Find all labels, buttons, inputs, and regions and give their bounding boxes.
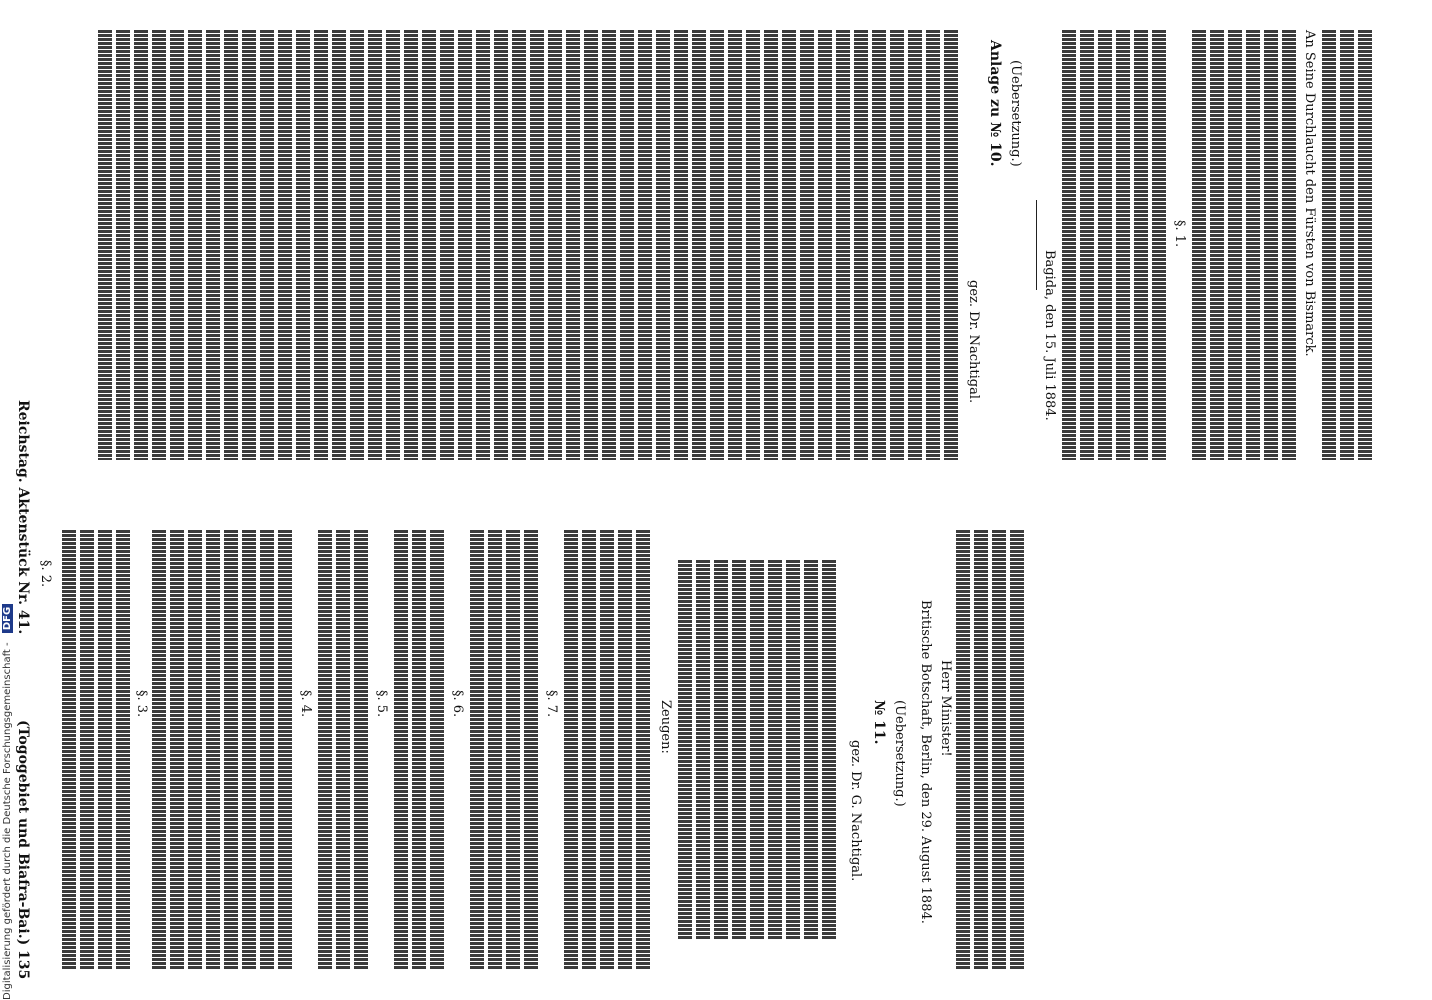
text-line xyxy=(890,30,904,460)
dfg-logo: DFG xyxy=(2,604,13,633)
text-line xyxy=(620,30,634,460)
signer-right: gez. Dr. Nachtigal. xyxy=(966,280,981,404)
para-3-heading: §. 3. xyxy=(134,690,149,718)
para-6-heading: §. 6. xyxy=(450,690,465,718)
text-line xyxy=(188,30,202,460)
text-line xyxy=(1340,30,1354,460)
text-line xyxy=(822,560,836,940)
text-line xyxy=(242,530,256,970)
text-line xyxy=(764,30,778,460)
text-line xyxy=(170,530,184,970)
text-line xyxy=(1010,530,1024,970)
text-line xyxy=(314,30,328,460)
text-line xyxy=(836,30,850,460)
text-line xyxy=(656,30,670,460)
text-line xyxy=(1322,30,1336,460)
text-line xyxy=(600,530,614,970)
text-line xyxy=(458,30,472,460)
text-line xyxy=(1246,30,1260,460)
text-line xyxy=(512,30,526,460)
place-date: Bagida, den 15. Juli 1884. xyxy=(1042,250,1057,421)
para-1-heading: §. 1. xyxy=(1172,220,1187,248)
text-line xyxy=(566,30,580,460)
text-line xyxy=(782,30,796,460)
text-line xyxy=(1210,30,1224,460)
text-line xyxy=(1358,30,1372,460)
text-line xyxy=(818,30,832,460)
text-line xyxy=(564,530,578,970)
text-line xyxy=(152,530,166,970)
text-line xyxy=(206,530,220,970)
text-line xyxy=(786,560,800,940)
text-line xyxy=(260,30,274,460)
para-5-heading: §. 5. xyxy=(374,690,389,718)
text-line xyxy=(524,530,538,970)
text-line xyxy=(224,30,238,460)
text-line xyxy=(354,530,368,970)
text-line xyxy=(80,530,94,970)
text-line xyxy=(116,530,130,970)
text-line xyxy=(800,30,814,460)
text-line xyxy=(350,30,364,460)
anlage-heading: Anlage zu № 10. xyxy=(987,40,1003,167)
text-line xyxy=(152,30,166,460)
text-line xyxy=(584,30,598,460)
text-line xyxy=(696,560,710,940)
text-line xyxy=(98,30,112,460)
text-line xyxy=(188,530,202,970)
text-line xyxy=(1228,30,1242,460)
text-line xyxy=(440,30,454,460)
text-line xyxy=(582,530,596,970)
text-line xyxy=(422,30,436,460)
text-line xyxy=(386,30,400,460)
text-line xyxy=(1264,30,1278,460)
text-line xyxy=(714,560,728,940)
text-line xyxy=(674,30,688,460)
text-line xyxy=(206,30,220,460)
text-line xyxy=(1098,30,1112,460)
text-line xyxy=(944,30,958,460)
text-line xyxy=(1192,30,1206,460)
text-line xyxy=(224,530,238,970)
herr-minister: Herr Minister! xyxy=(938,660,953,757)
text-line xyxy=(768,560,782,940)
text-line xyxy=(488,530,502,970)
text-line xyxy=(368,30,382,460)
funding-note xyxy=(2,604,13,1000)
text-line xyxy=(260,530,274,970)
text-line xyxy=(476,30,490,460)
text-line xyxy=(750,560,764,940)
text-line xyxy=(1116,30,1130,460)
text-line xyxy=(1062,30,1076,460)
text-line xyxy=(98,530,112,970)
funding-note-text: Digitalisierung gefördert durch die Deutsche Forschungsgemeinschaft - xyxy=(2,642,13,1000)
para-7-heading: §. 7. xyxy=(544,690,559,718)
text-line xyxy=(1282,30,1296,460)
text-line xyxy=(116,30,130,460)
text-line xyxy=(170,30,184,460)
text-line xyxy=(710,30,724,460)
text-line xyxy=(394,530,408,970)
text-line xyxy=(548,30,562,460)
text-line xyxy=(872,30,886,460)
text-line xyxy=(746,30,760,460)
no-11-heading: № 11. xyxy=(871,700,887,745)
text-line xyxy=(494,30,508,460)
signer-left: gez. Dr. G. Nachtigal. xyxy=(848,740,863,882)
uebersetzung-11: (Uebersetzung.) xyxy=(892,700,907,807)
para-4-heading: §. 4. xyxy=(298,690,313,718)
text-line xyxy=(278,30,292,460)
text-line xyxy=(926,30,940,460)
text-line xyxy=(636,530,650,970)
witnesses-heading: Zeugen: xyxy=(658,700,673,754)
text-line xyxy=(908,30,922,460)
text-line xyxy=(318,530,332,970)
running-head-left: Reichstag. Aktenstück Nr. 41. xyxy=(15,400,31,635)
text-line xyxy=(992,530,1006,970)
text-line xyxy=(732,560,746,940)
text-line xyxy=(336,530,350,970)
running-head-right: (Togogebiet und Biafra-Bai.) xyxy=(15,720,31,946)
text-line xyxy=(332,30,346,460)
text-line xyxy=(1080,30,1094,460)
text-line xyxy=(804,560,818,940)
text-line xyxy=(854,30,868,460)
text-line xyxy=(412,530,426,970)
text-line xyxy=(618,530,632,970)
uebersetzung-anlage: (Uebersetzung.) xyxy=(1008,60,1023,167)
text-line xyxy=(678,560,692,940)
para-2-heading: §. 2. xyxy=(38,560,53,588)
text-line xyxy=(974,530,988,970)
text-line xyxy=(638,30,652,460)
text-line xyxy=(62,530,76,970)
addressee: An Seine Durchlaucht den Fürsten von Bismarck. xyxy=(1302,30,1317,357)
text-line xyxy=(296,30,310,460)
page-number: 135 xyxy=(15,950,31,980)
text-line xyxy=(470,530,484,970)
text-line xyxy=(956,530,970,970)
text-line xyxy=(278,530,292,970)
text-line xyxy=(506,530,520,970)
text-line xyxy=(1152,30,1166,460)
separator-rule xyxy=(1036,200,1037,290)
text-line xyxy=(242,30,256,460)
text-line xyxy=(692,30,706,460)
text-line xyxy=(602,30,616,460)
text-line xyxy=(134,30,148,460)
text-line xyxy=(404,30,418,460)
text-line xyxy=(530,30,544,460)
text-line xyxy=(1134,30,1148,460)
british-embassy-line: Britische Botschaft, Berlin, den 29. August 1884. xyxy=(918,600,933,924)
text-line xyxy=(430,530,444,970)
text-line xyxy=(728,30,742,460)
